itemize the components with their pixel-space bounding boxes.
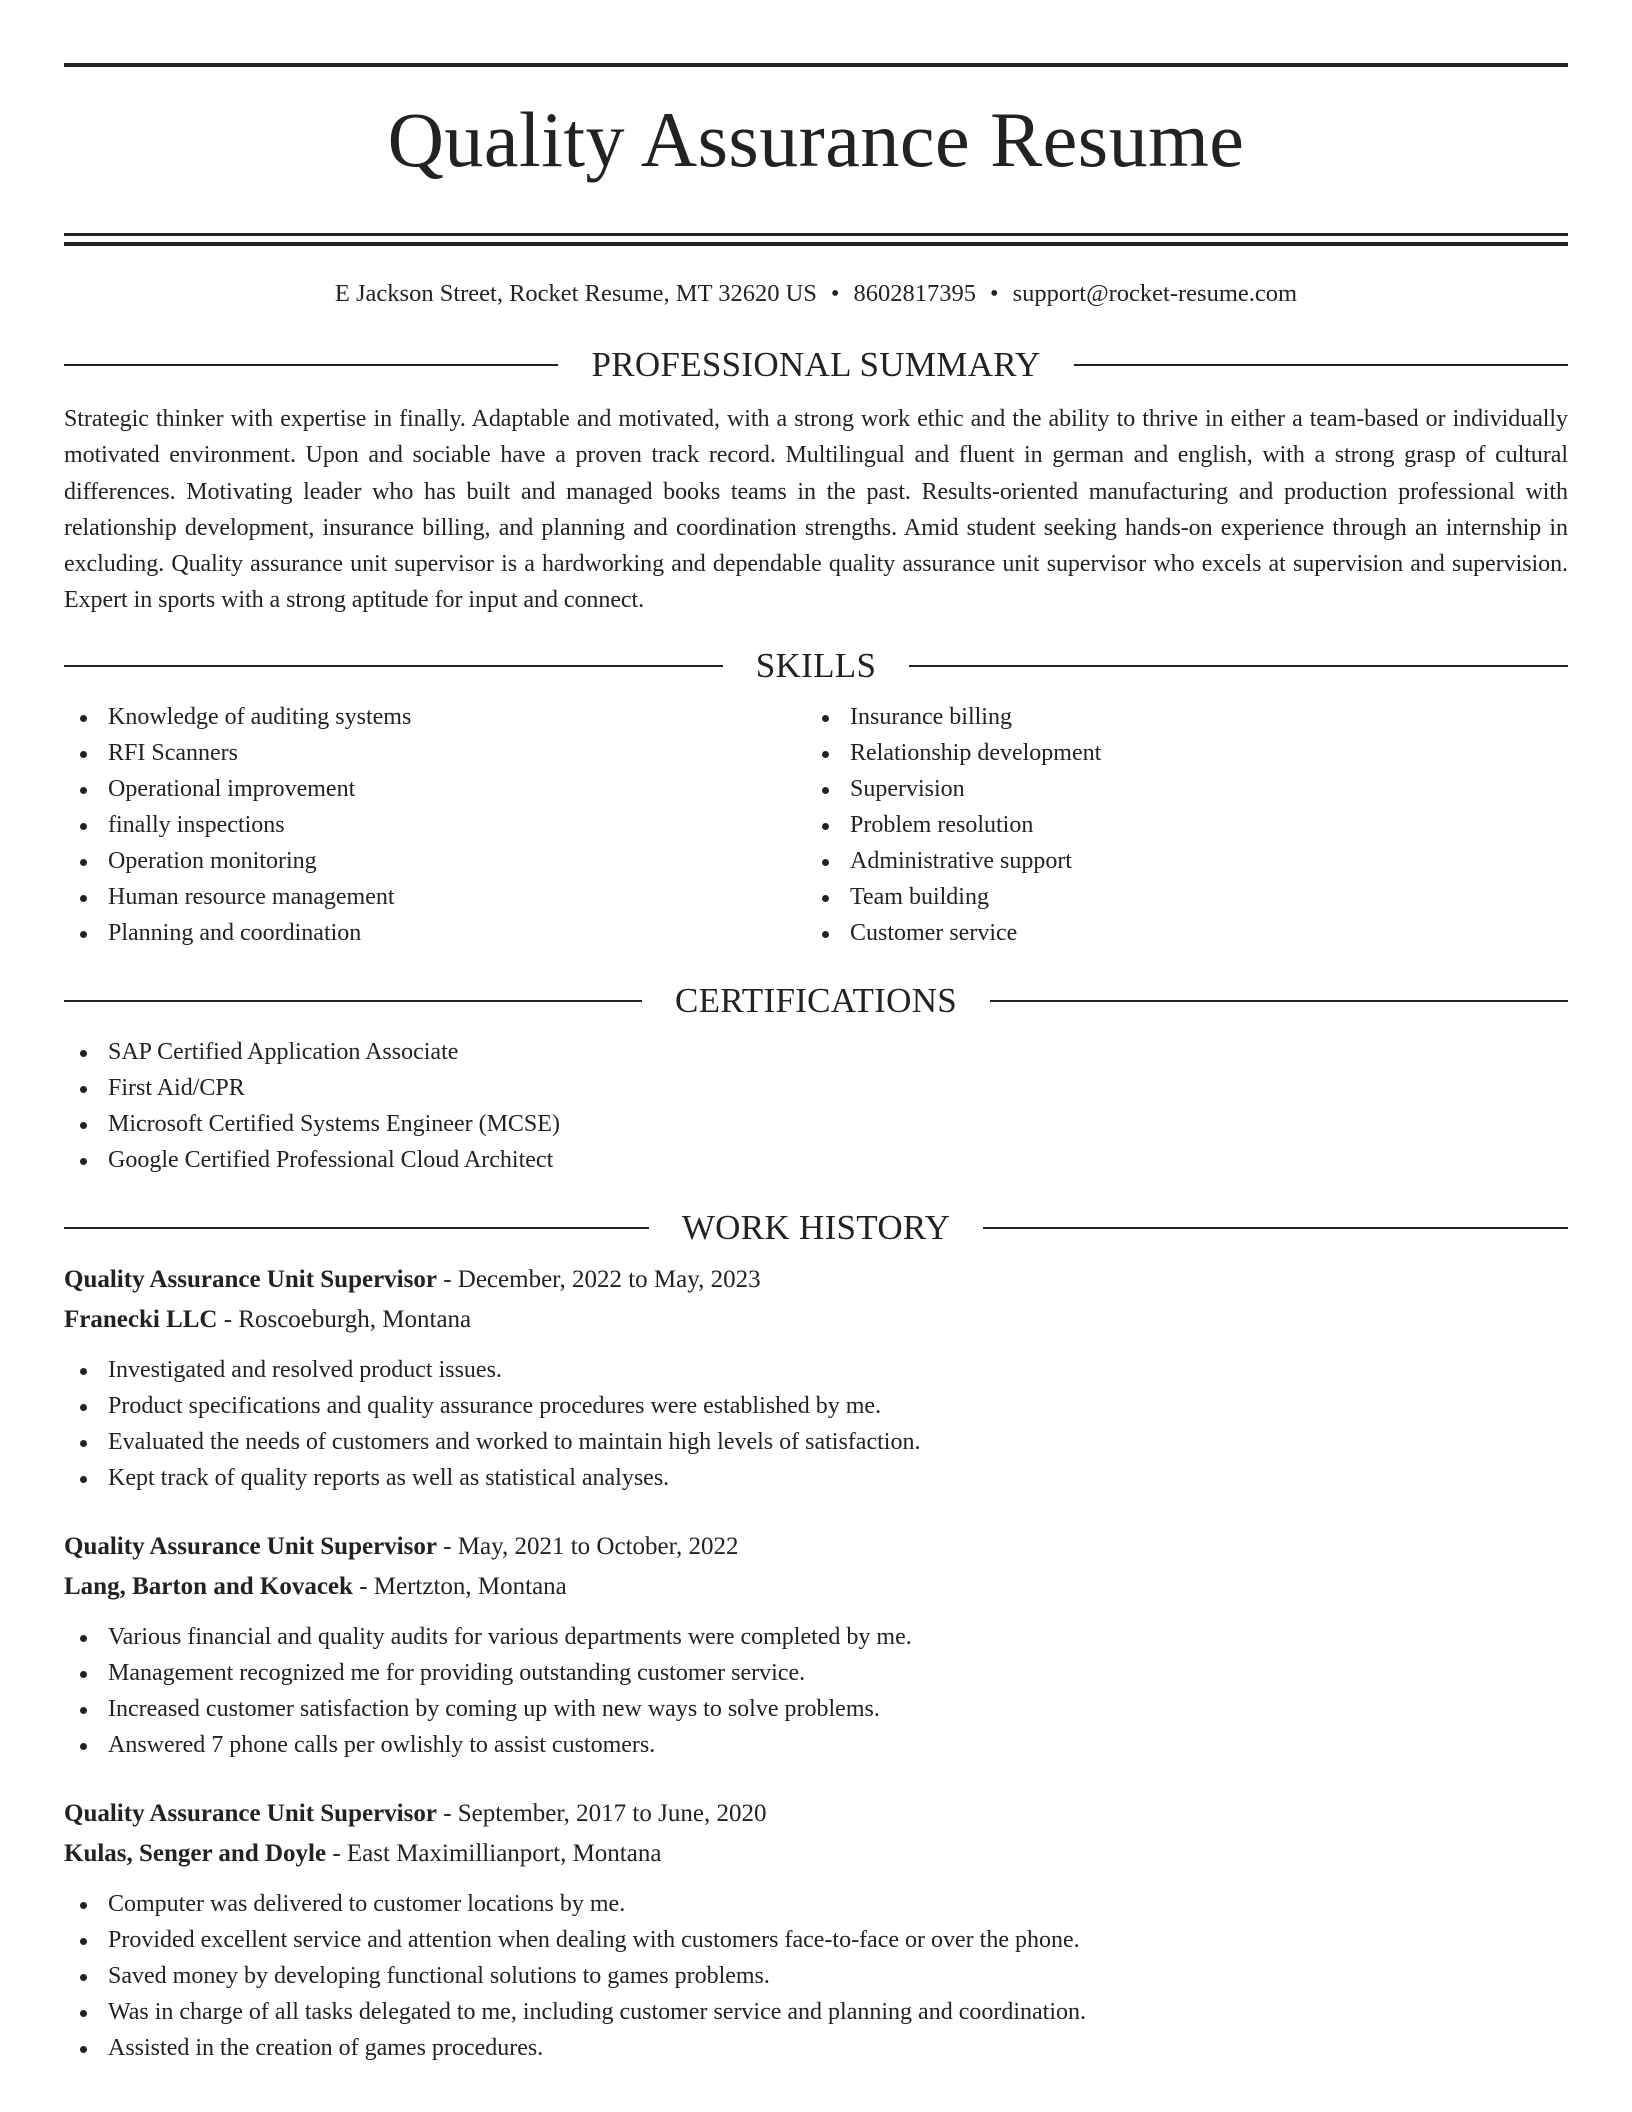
job-title-line xyxy=(64,1260,1568,1300)
job-bullet: Answered 7 phone calls per owlishly to assist customers. xyxy=(64,1727,1568,1763)
job-bullet: Provided excellent service and attention when dealing with customers face-to-face or over the phone. xyxy=(64,1922,1568,1958)
skill-item: Operation monitoring xyxy=(64,843,806,879)
job-location: - Roscoeburgh, Montana xyxy=(217,1306,472,1334)
heading-rule xyxy=(64,1000,642,1002)
skills-left-list xyxy=(64,699,806,951)
contact-line xyxy=(64,279,1568,309)
job-bullet: Evaluated the needs of customers and worked to maintain high levels of satisfaction. xyxy=(64,1424,1568,1460)
job-company: Kulas, Senger and Doyle xyxy=(64,1840,327,1868)
skill-item: Insurance billing xyxy=(806,699,1548,735)
certifications-heading-label: CERTIFICATIONS xyxy=(674,981,958,1021)
skill-item: Team building xyxy=(806,879,1548,915)
job-title: Quality Assurance Unit Supervisor xyxy=(64,1533,437,1561)
job-company: Franecki LLC xyxy=(64,1306,218,1334)
skill-item: Operational improvement xyxy=(64,771,806,807)
top-rule xyxy=(64,63,1568,67)
certifications-list xyxy=(64,1034,1568,1178)
work-history-heading-label: WORK HISTORY xyxy=(681,1208,951,1248)
certification-item: Google Certified Professional Cloud Architect xyxy=(64,1142,1568,1178)
skill-item: Customer service xyxy=(806,915,1548,951)
skills-heading-label: SKILLS xyxy=(755,646,877,686)
job-bullet: Was in charge of all tasks delegated to me, including customer service and planning and coordination. xyxy=(64,1994,1568,2030)
heading-rule xyxy=(990,1000,1568,1002)
resume-page xyxy=(64,63,1568,2066)
heading-rule xyxy=(64,364,558,366)
certification-item: Microsoft Certified Systems Engineer (MCSE) xyxy=(64,1106,1568,1142)
job-title: Quality Assurance Unit Supervisor xyxy=(64,1266,437,1294)
skills-heading xyxy=(64,646,1568,686)
job-dates: - December, 2022 to May, 2023 xyxy=(436,1266,761,1294)
job-bullet: Various financial and quality audits for various departments were completed by me. xyxy=(64,1619,1568,1655)
summary-heading-label: PROFESSIONAL SUMMARY xyxy=(591,345,1041,385)
certification-item: SAP Certified Application Associate xyxy=(64,1034,1568,1070)
contact-phone: 8602817395 xyxy=(853,280,976,308)
certification-item: First Aid/CPR xyxy=(64,1070,1568,1106)
job-title: Quality Assurance Unit Supervisor xyxy=(64,1800,437,1828)
skill-item: Problem resolution xyxy=(806,807,1548,843)
job-company-line xyxy=(64,1567,1568,1607)
heading-rule xyxy=(1074,364,1568,366)
contact-address: E Jackson Street, Rocket Resume, MT 32620 US xyxy=(334,280,817,308)
work-history-heading xyxy=(64,1208,1568,1248)
contact-separator: • xyxy=(830,280,840,308)
heading-rule xyxy=(64,1227,649,1229)
job-title-line xyxy=(64,1794,1568,1834)
job-entry xyxy=(64,1260,1568,1496)
skill-item: Administrative support xyxy=(806,843,1548,879)
job-location: - Mertzton, Montana xyxy=(352,1573,567,1601)
job-entry xyxy=(64,1527,1568,1763)
job-company-line xyxy=(64,1300,1568,1340)
contact-separator: • xyxy=(990,280,999,308)
job-bullets xyxy=(64,1352,1568,1496)
skill-item: Supervision xyxy=(806,771,1548,807)
skills-columns xyxy=(64,699,1568,951)
job-company-line xyxy=(64,1834,1568,1874)
job-location: - East Maximillianport, Montana xyxy=(326,1840,662,1868)
job-bullet: Product specifications and quality assurance procedures were established by me. xyxy=(64,1388,1568,1424)
summary-text: Strategic thinker with expertise in finally. Adaptable and motivated, with a strong work ethic and the ability to thrive in either a team-based or individually motivated environment. Upon and sociable have a proven track record. Multilingual and fluent in german and english, with a strong grasp of cultural differences. Motivating leader who has built and managed books teams in the past. Results-oriented manufacturing and production professional with relationship development, insurance billing, and planning and coordination strengths. Amid student seeking hands-on experience through an internship in excluding. Quality assurance unit supervisor is a hardworking and dependable quality assurance unit supervisor who excels at supervision and supervision. Expert in sports with a strong aptitude for input and connect. xyxy=(64,406,1568,614)
job-bullets xyxy=(64,1886,1568,2066)
certifications-heading xyxy=(64,981,1568,1021)
skill-item: Planning and coordination xyxy=(64,915,806,951)
job-bullet: Increased customer satisfaction by coming up with new ways to solve problems. xyxy=(64,1691,1568,1727)
skill-item: Knowledge of auditing systems xyxy=(64,699,806,735)
skill-item: finally inspections xyxy=(64,807,806,843)
contact-email: support@rocket-resume.com xyxy=(1012,280,1298,308)
job-title-line xyxy=(64,1527,1568,1567)
job-bullet: Management recognized me for providing outstanding customer service. xyxy=(64,1655,1568,1691)
job-bullet: Kept track of quality reports as well as statistical analyses. xyxy=(64,1460,1568,1496)
job-bullet: Investigated and resolved product issues. xyxy=(64,1352,1568,1388)
resume-title: Quality Assurance Resume xyxy=(387,96,1245,183)
summary-heading xyxy=(64,345,1568,385)
title-double-rule xyxy=(64,233,1568,246)
job-bullet: Computer was delivered to customer locations by me. xyxy=(64,1886,1568,1922)
skills-right-list xyxy=(806,699,1548,951)
heading-rule xyxy=(64,665,723,667)
job-bullet: Assisted in the creation of games procedures. xyxy=(64,2030,1568,2066)
job-bullet: Saved money by developing functional solutions to games problems. xyxy=(64,1958,1568,1994)
job-dates: - September, 2017 to June, 2020 xyxy=(436,1800,767,1828)
skill-item: Human resource management xyxy=(64,879,806,915)
skill-item: Relationship development xyxy=(806,735,1548,771)
job-company: Lang, Barton and Kovacek xyxy=(64,1573,353,1601)
job-dates: - May, 2021 to October, 2022 xyxy=(436,1533,739,1561)
job-entry xyxy=(64,1794,1568,2066)
heading-rule xyxy=(909,665,1568,667)
skill-item: RFI Scanners xyxy=(64,735,806,771)
job-bullets xyxy=(64,1619,1568,1763)
heading-rule xyxy=(983,1227,1568,1229)
